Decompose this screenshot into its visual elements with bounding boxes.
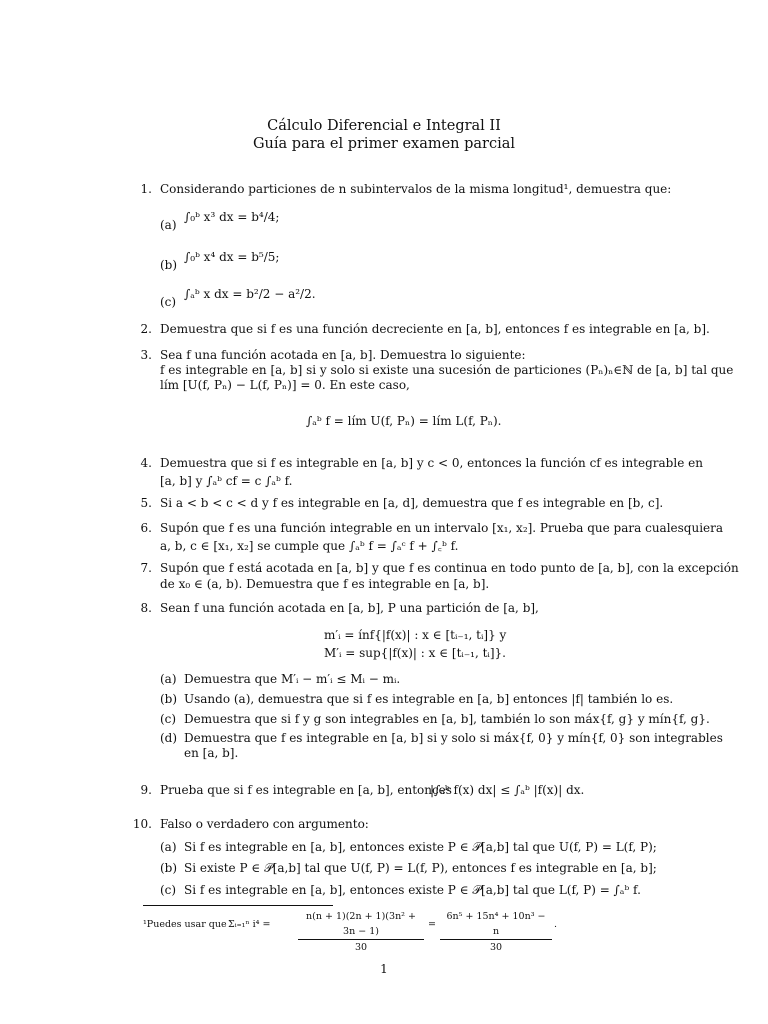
problem-1-text: Considerando particiones de n subintervalos de la misma longitud¹, demuestra que:	[160, 182, 672, 196]
problem-4-line-1: Demuestra que si f es integrable en [a, b] y c < 0, entonces la función cf es integrable en	[160, 456, 703, 470]
problem-10a-text: Si f es integrable en [a, b], entonces existe P ∈ 𝒫[a,b] tal que U(f, P) = L(f, P);	[184, 840, 657, 854]
problem-10b-text: Si existe P ∈ 𝒫[a,b] tal que U(f, P) = L(f, P), entonces f es integrable en [a, b];	[184, 861, 657, 875]
footnote-fraction-2-numerator: 6n⁵ + 15n⁴ + 10n³ − n	[440, 909, 552, 940]
problem-10a-label: (a)	[160, 840, 177, 854]
footnote-fraction-2-denominator: 30	[489, 942, 503, 953]
problem-6-number: 6.	[140, 521, 152, 535]
page-number: 1	[380, 962, 388, 976]
exam-subtitle: Guía para el primer examen parcial	[252, 136, 516, 152]
problem-7-line-2: de x₀ ∈ (a, b). Demuestra que f es integrable en [a, b].	[160, 577, 490, 591]
problem-9-inequality: |∫ₐᵇ f(x) dx| ≤ ∫ₐᵇ |f(x)| dx.	[430, 783, 585, 797]
problem-3-display-equation: ∫ₐᵇ f = lím U(f, Pₙ) = lím L(f, Pₙ).	[306, 414, 502, 428]
problem-8d-line-2: en [a, b].	[184, 746, 239, 760]
problem-3-line-2: f es integrable en [a, b] si y solo si existe una sucesión de particiones (Pₙ)ₙ∈ℕ de [a, b] tal que	[160, 363, 734, 377]
footnote-rule	[143, 905, 333, 906]
problem-8-text: Sean f una función acotada en [a, b], P una partición de [a, b],	[160, 601, 539, 615]
problem-5-text: Si a < b < c < d y f es integrable en [a, d], demuestra que f es integrable en [b, c].	[160, 496, 664, 510]
problem-10-number: 10.	[132, 817, 152, 831]
footnote-text: ¹Puedes usar que	[143, 919, 227, 930]
problem-8d-label: (d)	[160, 731, 178, 745]
problem-5-number: 5.	[140, 496, 152, 510]
footnote-sum: Σᵢ₌₁ⁿ i⁴ =	[228, 919, 271, 930]
problem-3-line-1: Sea f una función acotada en [a, b]. Demuestra lo siguiente:	[160, 348, 526, 362]
problem-1a-label: (a)	[160, 218, 177, 232]
problem-8c-text: Demuestra que si f y g son integrables en [a, b], también lo son máx{f, g} y mín{f, g}.	[184, 712, 710, 726]
footnote-fraction-1-numerator: n(n + 1)(2n + 1)(3n² + 3n − 1)	[298, 909, 424, 940]
problem-8b-label: (b)	[160, 692, 178, 706]
footnote-fraction-1	[298, 909, 424, 955]
problem-3-number: 3.	[140, 348, 152, 362]
problem-8a-text: Demuestra que M′ᵢ − m′ᵢ ≤ Mᵢ − mᵢ.	[184, 672, 401, 686]
problem-10c-label: (c)	[160, 883, 177, 897]
problem-1b-label: (b)	[160, 258, 178, 272]
problem-8a-label: (a)	[160, 672, 177, 686]
problem-8b-text: Usando (a), demuestra que si f es integrable en [a, b] entonces |f| también lo es.	[184, 692, 674, 706]
problem-8c-label: (c)	[160, 712, 177, 726]
problem-7-number: 7.	[140, 561, 152, 575]
problem-10c-text: Si f es integrable en [a, b], entonces existe P ∈ 𝒫[a,b] tal que L(f, P) = ∫ₐᵇ f.	[184, 883, 641, 897]
problem-10b-label: (b)	[160, 861, 178, 875]
problem-1c-expr: ∫ₐᵇ x dx = b²/2 − a²/2.	[184, 287, 316, 301]
footnote-equals: =	[428, 919, 436, 930]
problem-1a-expr: ∫₀ᵇ x³ dx = b⁴/4;	[184, 210, 280, 224]
footnote-fraction-1-denominator: 30	[354, 942, 368, 953]
problem-3-line-3: lím [U(f, Pₙ) − L(f, Pₙ)] = 0. En este caso,	[160, 378, 410, 392]
problem-4-number: 4.	[140, 456, 152, 470]
problem-6-line-1: Supón que f es una función integrable en un intervalo [x₁, x₂]. Prueba que para cualesquiera	[160, 521, 724, 535]
footnote-period: .	[554, 919, 558, 930]
problem-2-text: Demuestra que si f es una función decreciente en [a, b], entonces f es integrable en [a, b].	[160, 322, 710, 336]
problem-10-text: Falso o verdadero con argumento:	[160, 817, 369, 831]
problem-2-number: 2.	[140, 322, 152, 336]
problem-1-number: 1.	[140, 182, 152, 196]
problem-1b-expr: ∫₀ᵇ x⁴ dx = b⁵/5;	[184, 250, 280, 264]
problem-8d-line-1: Demuestra que f es integrable en [a, b] si y solo si máx{f, 0} y mín{f, 0} son integrables	[184, 731, 723, 745]
footnote-fraction-2	[440, 909, 552, 955]
problem-1c-label: (c)	[160, 295, 177, 309]
problem-4-line-2: [a, b] y ∫ₐᵇ cf = c ∫ₐᵇ f.	[160, 474, 293, 488]
problem-7-line-1: Supón que f está acotada en [a, b] y que f es continua en todo punto de [a, b], con la excepción	[160, 561, 739, 575]
problem-9-number: 9.	[140, 783, 152, 797]
problem-8-equation-1: m′ᵢ = ínf{|f(x)| : x ∈ [tᵢ₋₁, tᵢ]} y	[324, 628, 507, 642]
course-title: Cálculo Diferencial e Integral II	[267, 118, 501, 134]
problem-8-equation-2: M′ᵢ = sup{|f(x)| : x ∈ [tᵢ₋₁, tᵢ]}.	[324, 646, 506, 660]
problem-9-text: Prueba que si f es integrable en [a, b], entonces	[160, 783, 452, 797]
problem-6-line-2: a, b, c ∈ [x₁, x₂] se cumple que ∫ₐᵇ f = ∫ₐᶜ f + ∫꜀ᵇ f.	[160, 539, 459, 553]
problem-8-number: 8.	[140, 601, 152, 615]
